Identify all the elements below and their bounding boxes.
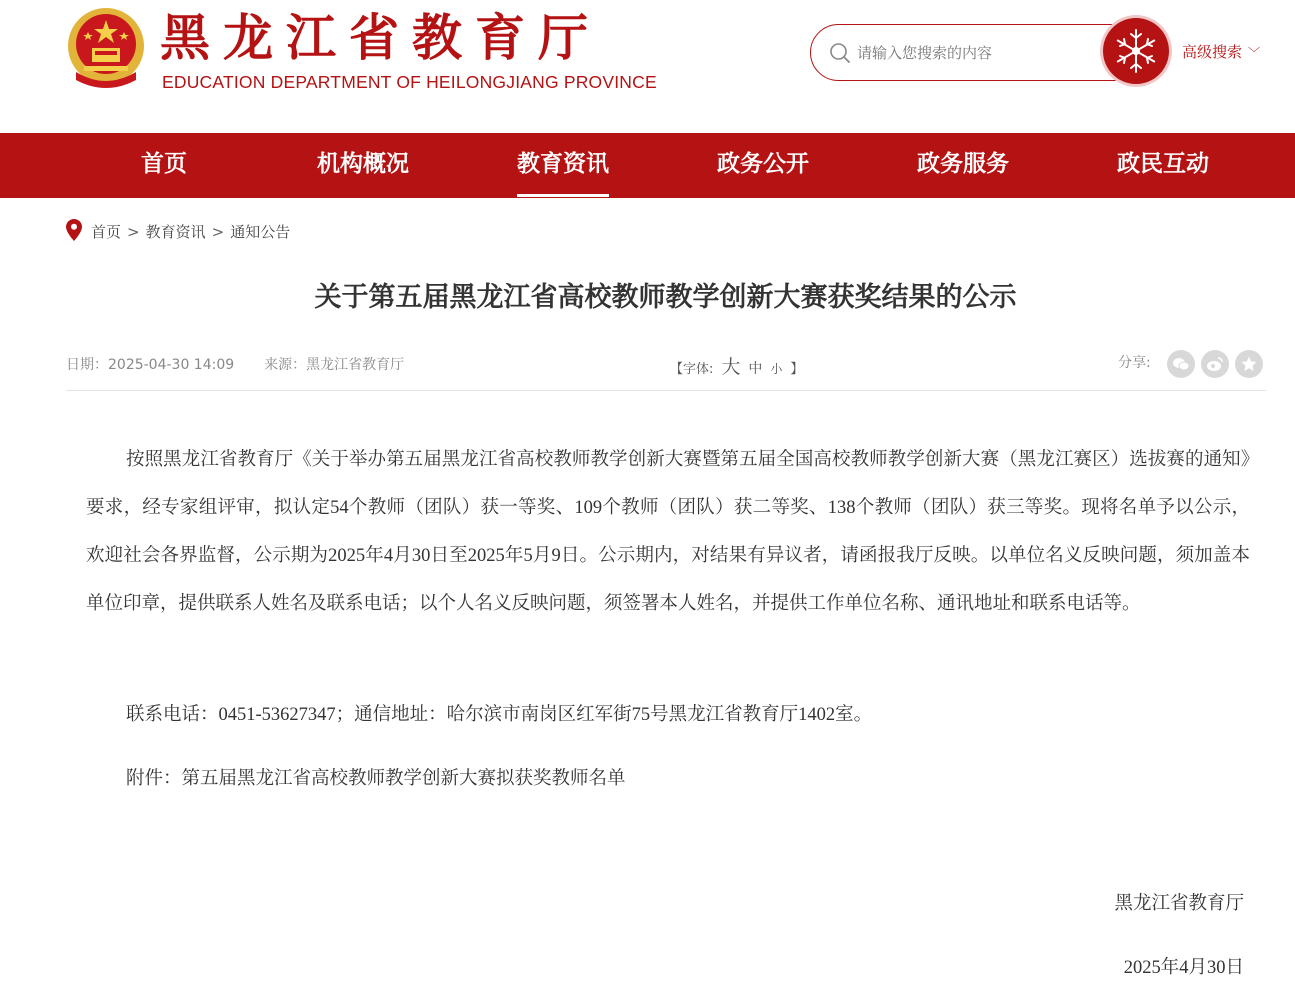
advanced-search-link[interactable] (1182, 41, 1260, 62)
font-size-medium[interactable]: 中 (748, 361, 763, 377)
chevron-down-icon: ﹀ (1248, 46, 1261, 60)
search-icon (829, 42, 851, 64)
nav-item-interaction[interactable]: 政民互动 (1117, 151, 1209, 177)
search-button[interactable] (1103, 18, 1169, 84)
share-label: 分享: (1118, 355, 1151, 371)
breadcrumb-separator: > (211, 223, 225, 241)
attachment-link[interactable]: 第五届黑龙江省高校教师教学创新大赛拟获奖教师名单 (181, 769, 626, 789)
article-date: 日期：2025-04-30 14:09 (66, 357, 235, 373)
weibo-share-icon[interactable] (1201, 350, 1229, 378)
font-size-switcher (670, 352, 803, 379)
article-title: 关于第五届黑龙江省高校教师教学创新大赛获奖结果的公示 (314, 282, 1017, 313)
share-bar (1118, 352, 1151, 376)
snowflake-icon (1109, 24, 1163, 78)
breadcrumb-separator: > (127, 223, 140, 241)
font-size-large[interactable]: 大 (721, 356, 741, 378)
nav-item-gov-info[interactable]: 政务公开 (717, 151, 809, 177)
location-pin-icon (66, 219, 82, 241)
breadcrumb-home[interactable]: 首页 (91, 223, 122, 241)
meta-divider (66, 390, 1266, 391)
attachment-row (126, 764, 626, 790)
attachment-prefix: 附件： (126, 769, 182, 789)
nav-item-gov-service[interactable]: 政务服务 (917, 151, 1009, 177)
nav-item-about[interactable]: 机构概况 (317, 151, 409, 177)
breadcrumb-notices[interactable]: 通知公告 (230, 223, 291, 241)
site-title-en: EDUCATION DEPARTMENT OF HEILONGJIANG PROVINCE (162, 72, 657, 92)
contact-info: 联系电话：0451-53627347；通信地址：哈尔滨市南岗区红军街75号黑龙江省教育厅1402室。 (126, 705, 873, 725)
font-size-label: 【字体: (670, 362, 714, 377)
advanced-search-label: 高级搜索 (1182, 43, 1243, 61)
national-emblem-icon (66, 6, 146, 88)
article-paragraph: 按照黑龙江省教育厅《关于举办第五届黑龙江省高校教师教学创新大赛暨第五届全国高校教师教学创新大赛（黑龙江赛区）选拔赛的通知》要求，经专家组评审，拟认定54个教师（团队）获一等奖、109个教师（团队）获二等奖、138个教师（团队）获三等奖。现将名单予以公示，欢迎社会各界监督，公示期为2025年4月30日至2025年5月9日。公示期内，对结果有异议者，请函报我厅反映。以单位名义反映问题，须加盖本单位印章，提供联系人姓名及联系电话；以个人名义反映问题，须签署本人姓名，并提供工作单位名称、通讯地址和联系电话等。 (86, 450, 1250, 614)
favorite-star-icon[interactable] (1235, 350, 1263, 378)
font-size-close: 】 (790, 362, 804, 377)
nav-item-home[interactable]: 首页 (141, 151, 187, 177)
signature-org: 黑龙江省教育厅 (1114, 894, 1244, 914)
font-size-small[interactable]: 小 (770, 362, 783, 376)
nav-item-news[interactable]: 教育资讯 (517, 133, 609, 198)
article-body (86, 436, 1250, 628)
site-title-cn: 黑龙江省教育厅 (160, 9, 601, 67)
main-nav (0, 133, 1295, 198)
search-input[interactable] (857, 40, 1097, 66)
signature-date: 2025年4月30日 (1123, 958, 1244, 978)
search-box (810, 24, 1150, 81)
site-header (0, 0, 1295, 133)
article-source: 来源：黑龙江省教育厅 (264, 357, 405, 373)
breadcrumb-news[interactable]: 教育资讯 (145, 223, 206, 241)
article-meta (66, 354, 404, 374)
wechat-share-icon[interactable] (1167, 350, 1195, 378)
